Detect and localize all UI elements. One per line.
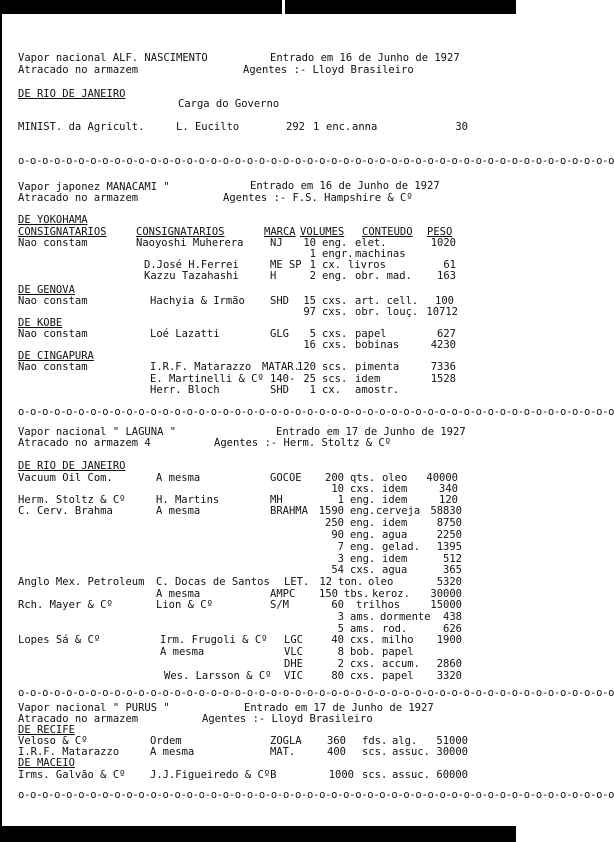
description: oleo [382,472,408,484]
consignee: I.R.F. Matarazzo [18,746,120,758]
unit: cx. [322,384,341,396]
column-header-consignee: CONSIGNATARIOS [18,226,107,238]
unit: eng. [350,505,376,517]
unit: eng. [350,517,376,529]
weight: 4230 [430,339,456,351]
shipper: Wes. Larsson & Cº [164,670,272,682]
weight: 30000 [430,588,462,600]
quantity: 1 [337,494,344,506]
separator: o-o-o-o-o-o-o-o-o-o-o-o-o-o-o-o-o-o-o-o-o-o-o-o-o-o-o-o-o-o-o-o-o-o-o-o-o-o-o-o-o-o-o-o-o-o-o-o-o-o [18,155,614,167]
unit: cxs. [350,564,376,576]
unit: eng. [322,237,348,249]
weight: 163 [437,270,456,282]
shipper: Hachyia & Irmão [150,295,245,307]
consignee: Nao constam [18,328,88,340]
shipper: E. Martinelli & Cº [150,373,264,385]
arrival-date: Entrado em 17 de Junho de 1927 [276,426,466,438]
description: papel [382,646,414,658]
unit: ams. [350,623,376,635]
mark: GOCOE [270,472,302,484]
quantity: 25 [303,373,316,385]
weight: 340 [439,483,458,495]
unit: ton. [338,576,364,588]
mark: 292 [286,121,305,133]
weight: 40000 [426,472,458,484]
mark: H [270,270,277,282]
unit: fds. [362,735,388,747]
consignee: Nao constam [18,237,88,249]
description: anna [352,121,378,133]
unit: cx. [322,259,341,271]
description: cerveja [376,505,421,517]
quantity: 5 [337,623,344,635]
quantity: 40 [331,634,344,646]
origin-heading: DE YOKOHAMA [18,214,88,226]
description: amostr. [355,384,400,396]
quantity: 400 [327,746,346,758]
quantity: 5 [309,328,316,340]
unit: ams. [350,611,376,623]
unit: tbs. [344,588,370,600]
unit: cxs. [350,670,376,682]
description: idem [355,373,381,385]
quantity: 90 [331,529,344,541]
quantity: 1 [309,248,316,260]
origin-heading: DE MACEIO [18,757,75,769]
description: rod. [382,623,408,635]
weight: 7336 [430,361,456,373]
weight: 5320 [436,576,462,588]
mark: SHD [270,295,289,307]
agents: Agentes :- Lloyd Brasileiro [243,64,414,76]
mark: S/M [270,599,289,611]
description: livros [348,259,386,271]
shipper: Kazzu Tazahashi [144,270,239,282]
unit: eng. [322,270,348,282]
weight: 60000 [436,769,468,781]
column-header-shipper: CONSIGNATARIOS [136,226,225,238]
column-header-volume: VOLUMES [300,226,345,238]
vessel-name: Vapor japonez MANACAMI " [18,181,170,193]
consignee: Rch. Mayer & Cº [18,599,113,611]
mark: VIC [284,670,303,682]
quantity: 1 [309,384,316,396]
description: idem [382,553,408,565]
description: accum. [382,658,420,670]
origin-heading: DE GENOVA [18,284,75,296]
column-header-weight: PESO [427,226,453,238]
mark: ZOGLA [270,735,302,747]
berth: Atracado no armazem [18,192,139,204]
weight: 1528 [430,373,456,385]
origin-heading: DE RECIFE [18,724,75,736]
consignee: C. Cerv. Brahma [18,505,113,517]
quantity: 120 [297,361,316,373]
unit: scs. [362,746,388,758]
description: keroz. [372,588,410,600]
quantity: 60 [331,599,344,611]
quantity: 10 [303,237,316,249]
consignee: Anglo Mex. Petroleum [18,576,145,588]
quantity: 7 [337,541,344,553]
weight: 8750 [436,517,462,529]
mark: LGC [284,634,303,646]
separator: o-o-o-o-o-o-o-o-o-o-o-o-o-o-o-o-o-o-o-o-o-o-o-o-o-o-o-o-o-o-o-o-o-o-o-o-o-o-o-o-o-o-o-o-o-o-o-o-o-o [18,687,614,699]
vessel-name: Vapor nacional " LAGUNA " [18,426,177,438]
unit: cxs. [322,328,348,340]
description: papel [355,328,387,340]
shipper: A mesma [150,746,195,758]
unit: eng. [350,494,376,506]
shipper: D.José H.Ferrei [144,259,239,271]
description: obr. mad. [355,270,412,282]
shipper: Loé Lazatti [150,328,220,340]
weight: 120 [439,494,458,506]
description: papel [382,670,414,682]
unit: cxs. [350,634,376,646]
quantity: 15 [303,295,316,307]
quantity: 2 [309,270,316,282]
berth: Atracado no armazem [18,64,139,76]
consignee: Irms. Galvão & Cº [18,769,126,781]
description: agua [382,564,408,576]
unit: scs. [322,361,348,373]
consignee: Lopes Sá & Cº [18,634,101,646]
description: assuc. [392,746,430,758]
description: dormente [380,611,431,623]
mark: MAT. [270,746,296,758]
arrival-date: Entrado em 17 de Junho de 1927 [244,702,434,714]
quantity: 80 [331,670,344,682]
unit: cxs. [350,658,376,670]
weight: 15000 [430,599,462,611]
description: oleo [368,576,394,588]
arrival-date: Entrado em 16 de Junho de 1927 [270,52,460,64]
weight: 100 [435,295,454,307]
description: assuc. [392,769,430,781]
weight: 30 [455,121,468,133]
quantity: 200 [325,472,344,484]
unit: eng. [350,529,376,541]
description: alg. [392,735,418,747]
mark: VLC [284,646,303,658]
unit: scs. [322,373,348,385]
consignee: Veloso & Cº [18,735,88,747]
separator: o-o-o-o-o-o-o-o-o-o-o-o-o-o-o-o-o-o-o-o-o-o-o-o-o-o-o-o-o-o-o-o-o-o-o-o-o-o-o-o-o-o-o-o-o-o-o-o-o-o [18,789,614,801]
weight: 2860 [436,658,462,670]
quantity: 1590 [318,505,344,517]
mark: ME SP [270,259,302,271]
vessel-name: Vapor nacional " PURUS " [18,702,170,714]
berth: Atracado no armazem [18,713,139,725]
agents: Agentes :- Lloyd Brasileiro [202,713,373,725]
berth: Atracado no armazem 4 [18,437,151,449]
weight: 438 [443,611,462,623]
quantity: 8 [337,646,344,658]
quantity: 1000 [328,769,354,781]
origin-heading: DE CINGAPURA [18,350,94,362]
mark: LET. [284,576,310,588]
mark: 140- [270,373,296,385]
shipper: A mesma [160,646,205,658]
quantity: 2 [337,658,344,670]
description: art. cell. [355,295,419,307]
quantity: 1 [309,259,316,271]
consignee: Nao constam [18,361,88,373]
description: pimenta [355,361,400,373]
shipper: J.J.Figueiredo & CºB [150,769,277,781]
mark: MATAR. [262,361,300,373]
unit: bob. [350,646,376,658]
weight: 10712 [426,306,458,318]
description: machinas [355,248,406,260]
shipper: Herr. Bloch [150,384,220,396]
origin-heading: DE RIO DE JANEIRO [18,460,126,472]
arrival-date: Entrado em 16 de Junho de 1927 [250,180,440,192]
description: gelad. [382,541,420,553]
weight: 512 [443,553,462,565]
description: elet. [355,237,387,249]
quantity: 360 [327,735,346,747]
separator: o-o-o-o-o-o-o-o-o-o-o-o-o-o-o-o-o-o-o-o-o-o-o-o-o-o-o-o-o-o-o-o-o-o-o-o-o-o-o-o-o-o-o-o-o-o-o-o-o-o [18,406,614,418]
shipper: C. Docas de Santos [156,576,270,588]
unit: cxs. [322,339,348,351]
shipper: Lion & Cº [156,599,213,611]
description: obr. louç. [355,306,419,318]
column-header-mark: MARCA [264,226,296,238]
shipper: L. Eucilto [176,121,240,133]
mark: AMPC [270,588,296,600]
quantity: 12 [319,576,332,588]
quantity: 250 [325,517,344,529]
shipper: Naoyoshi Muherera [136,237,244,249]
unit: engr. [322,248,354,260]
shipper: H. Martins [156,494,220,506]
consignee: MINIST. da Agricult. [18,121,145,133]
weight: 51000 [436,735,468,747]
description: idem [382,494,408,506]
description: bobinas [355,339,400,351]
quantity: 150 [319,588,338,600]
column-header-content: CONTEUDO [362,226,413,238]
shipper: I.R.F. Matarazzo [150,361,252,373]
unit: eng. [350,553,376,565]
description: milho [382,634,414,646]
description: idem [382,483,408,495]
quantity: 97 [303,306,316,318]
weight: 365 [443,564,462,576]
weight: 1020 [430,237,456,249]
description: trilhos [356,599,401,611]
mark: BRAHMA [270,505,308,517]
mark: DHE [284,658,303,670]
weight: 1395 [436,541,462,553]
weight: 61 [443,259,456,271]
shipper: Ordem [150,735,182,747]
consignee: Nao constam [18,295,88,307]
consignee: Herm. Stoltz & Cº [18,494,126,506]
mark: NJ [270,237,283,249]
weight: 1900 [436,634,462,646]
quantity: 3 [337,611,344,623]
quantity: 10 [331,483,344,495]
weight: 58830 [430,505,462,517]
quantity: 1 [313,121,320,133]
unit: enc. [326,121,352,133]
unit: qts. [350,472,376,484]
unit: cxs. [322,306,348,318]
weight: 3320 [436,670,462,682]
unit: cxs. [350,483,376,495]
description: idem [382,517,408,529]
mark: GLG [270,328,289,340]
description: agua [382,529,408,541]
shipper: A mesma [156,588,201,600]
consignee: Vacuum Oil Com. [18,472,113,484]
mark: MH [270,494,283,506]
vessel-name: Vapor nacional ALF. NASCIMENTO [18,52,208,64]
unit: cxs. [322,295,348,307]
shipper: Irm. Frugoli & Cº [160,634,268,646]
weight: 626 [443,623,462,635]
origin-heading: DE RIO DE JANEIRO [18,88,126,100]
origin-heading: DE KOBE [18,317,63,329]
quantity: 3 [337,553,344,565]
weight: 2250 [436,529,462,541]
mark: SHD [270,384,289,396]
quantity: 16 [303,339,316,351]
agents: Agentes :- Herm. Stoltz & Cº [214,437,392,449]
quantity: 54 [331,564,344,576]
cargo-title: Carga do Governo [178,98,280,110]
agents: Agentes :- F.S. Hampshire & Cº [223,192,413,204]
weight: 627 [437,328,456,340]
unit: scs. [362,769,388,781]
unit: eng. [350,541,376,553]
weight: 30000 [436,746,468,758]
shipper: A mesma [156,472,201,484]
shipper: A mesma [156,505,201,517]
